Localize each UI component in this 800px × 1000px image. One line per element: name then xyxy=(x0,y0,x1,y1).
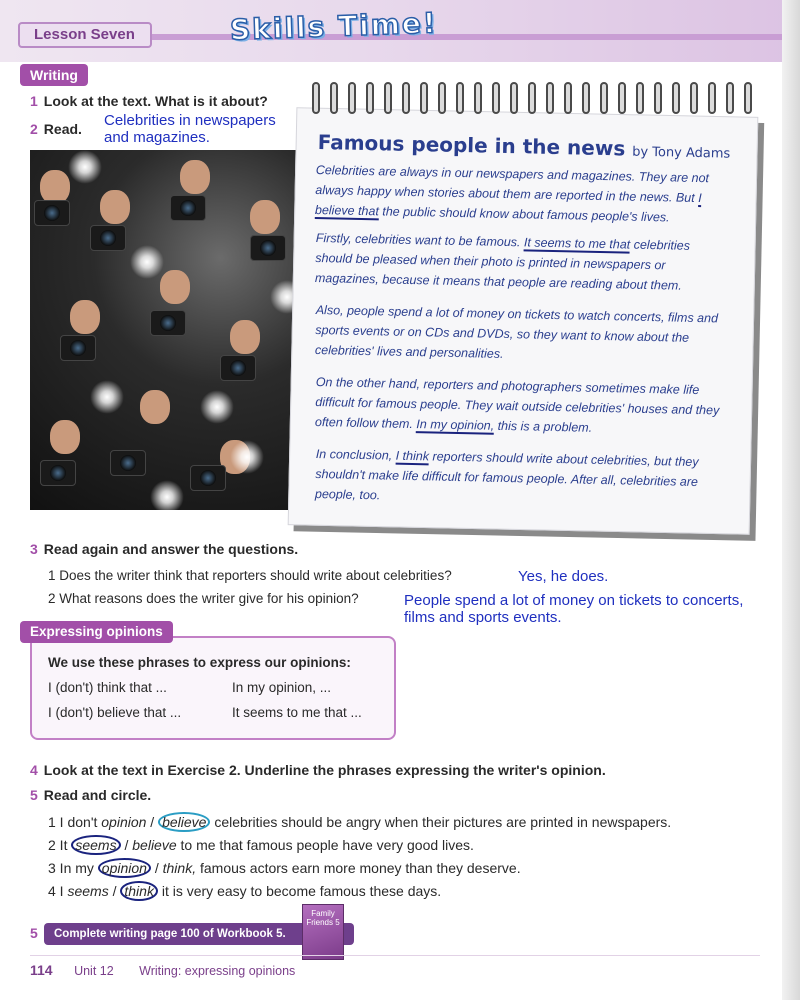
question-1: 1 Does the writer think that reporters should write about celebrities? xyxy=(48,568,452,583)
s2-option-2[interactable]: believe xyxy=(132,837,177,853)
exercise-1-number: 1 xyxy=(30,93,38,109)
answer-1: Yes, he does. xyxy=(518,568,609,585)
paparazzi-photo xyxy=(30,150,302,510)
exercise-1-text: Look at the text. What is it about? xyxy=(43,93,268,109)
p1-text-a: Celebrities are always in our newspapers and magazines. They are not always happy when stories about them are reported in the news. But xyxy=(315,162,710,206)
s1-option-1[interactable]: opinion xyxy=(101,814,147,830)
notebook-rings xyxy=(312,82,752,118)
s2-option-1-circled[interactable]: seems xyxy=(71,835,120,855)
expressing-opinions-heading: We use these phrases to express our opinions: xyxy=(48,655,351,670)
workbook-number xyxy=(30,925,44,941)
expressing-opinions-tab: Expressing opinions xyxy=(20,621,173,643)
question-2: 2 What reasons does the writer give for his opinion? xyxy=(48,591,359,606)
p5-text-b: reporters should write about celebrities, but they shouldn't make life difficult for famous people. After all, celebrities are people, too. xyxy=(314,449,699,503)
exercise-2 xyxy=(30,121,82,137)
phrase-3: I (don't) believe that ... xyxy=(48,705,182,720)
footer-topic: Writing: expressing opinions xyxy=(139,964,296,978)
article-author: by Tony Adams xyxy=(631,144,731,162)
p1-text-b: the public should know about famous people's lives. xyxy=(378,204,670,225)
workbook-instruction: Complete writing page 100 of Workbook 5. xyxy=(44,923,354,945)
s3-option-2[interactable]: think, xyxy=(162,860,197,876)
s1-option-2-circled[interactable]: believe xyxy=(158,812,210,832)
exercise-4-number: 4 xyxy=(30,762,38,778)
article-paragraph-5 xyxy=(315,444,730,513)
exercise-5-text: Read and circle. xyxy=(43,787,152,803)
page-edge xyxy=(782,0,800,1000)
p4-text-a: On the other hand, reporters and photographers sometimes make life difficult for famous people. They wait outside celebrities' houses and they often follow them. xyxy=(314,374,720,432)
page-footer xyxy=(30,962,295,978)
answer-2-line-2: films and sports events. xyxy=(404,609,562,626)
article-paragraph-2 xyxy=(315,228,730,297)
exercise-2-answer-line-1: Celebrities in newspapers xyxy=(104,112,276,129)
p5-text-a: In conclusion, xyxy=(315,446,396,463)
answer-2-line-1: People spend a lot of money on tickets to concerts, xyxy=(404,592,744,609)
p2-text-a: Firstly, celebrities want to be famous. xyxy=(315,230,525,250)
p2-underlined: It seems to me that xyxy=(523,235,631,252)
exercise-2-number: 2 xyxy=(30,121,38,137)
phrase-4: It seems to me that ... xyxy=(232,705,362,720)
writing-tab: Writing xyxy=(20,64,88,86)
exercise-4 xyxy=(30,762,606,778)
article-paragraph-1 xyxy=(315,160,730,229)
p4-underlined: In my opinion, xyxy=(416,417,495,433)
p5-underlined: I think xyxy=(395,448,430,464)
workbook-cover-icon xyxy=(302,904,344,960)
page-number: 114 xyxy=(30,962,53,978)
exercise-5 xyxy=(30,787,151,803)
phrase-1: I (don't) think that ... xyxy=(48,680,167,695)
workbook-number-label: 5 xyxy=(30,925,38,941)
s4-option-1[interactable]: seems xyxy=(67,883,109,899)
sentence-4: 4 I seems / think it is very easy to become famous these days. xyxy=(48,883,442,899)
lesson-label: Lesson Seven xyxy=(18,22,152,48)
phrase-2: In my opinion, ... xyxy=(232,680,332,695)
article-paragraph-4 xyxy=(315,372,730,441)
p1-underlined: I believe that xyxy=(314,191,702,219)
p4-text-b: this is a problem. xyxy=(494,418,593,435)
exercise-4-text: Look at the text in Exercise 2. Underline the phrases expressing the writer's opinion. xyxy=(43,762,606,778)
page-title: Skills Time! xyxy=(229,6,439,47)
exercise-5-number: 5 xyxy=(30,787,38,803)
s4-option-2-circled[interactable]: think xyxy=(120,881,158,901)
footer-divider xyxy=(30,955,760,956)
exercise-3-number: 3 xyxy=(30,541,38,557)
workbook-cover-line-2: Friends 5 xyxy=(306,918,340,927)
sentence-1: 1 I don't opinion / believe celebrities should be angry when their pictures are printed in newspapers. xyxy=(48,814,672,830)
article-paragraph-3: Also, people spend a lot of money on tickets to watch concerts, films and sports events or on CDs and DVDs, so they want to know about the celebrities' lives and personalities. xyxy=(314,302,719,361)
s3-option-1-circled[interactable]: opinion xyxy=(98,858,151,878)
unit-label: Unit 12 xyxy=(74,964,114,978)
exercise-1 xyxy=(30,93,268,109)
exercise-3 xyxy=(30,541,298,557)
workbook-cover-line-1: Family xyxy=(311,909,335,918)
exercise-3-text: Read again and answer the questions. xyxy=(43,541,299,557)
exercise-2-answer-line-2: and magazines. xyxy=(104,129,210,146)
exercise-2-text: Read. xyxy=(43,121,82,137)
article-heading: Famous people in the news xyxy=(317,130,626,161)
sentence-3: 3 In my opinion / think, famous actors earn more money than they deserve. xyxy=(48,860,521,876)
p2-text-b: celebrities should be pleased when their photo is printed in newspapers or magazines, because it means that people are reading about them. xyxy=(314,237,691,293)
sentence-2: 2 It seems / believe to me that famous people have very good lives. xyxy=(48,837,474,853)
